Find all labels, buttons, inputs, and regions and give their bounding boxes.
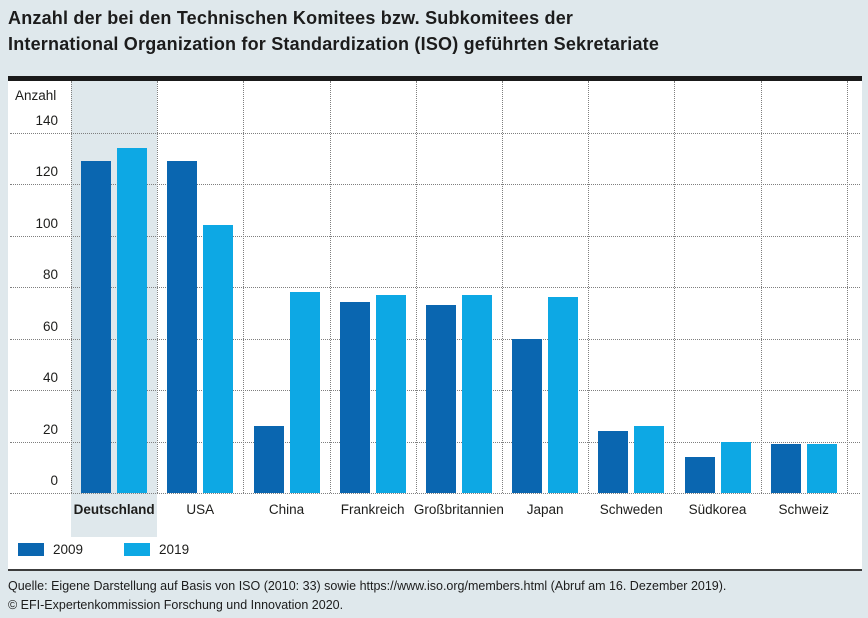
gridline-y-140 [10, 133, 860, 134]
x-axis-label-s-dkorea: Südkorea [688, 502, 747, 517]
gridline-x-3 [330, 81, 331, 493]
y-axis-unit-label: Anzahl [15, 88, 57, 103]
legend-label-2009: 2009 [53, 541, 84, 557]
chart-title-line2: International Organization for Standardization (ISO) geführten Sekretariate [8, 34, 660, 54]
x-axis-label-gro-britannien: Großbritannien [413, 502, 504, 517]
chart-plot-area [8, 81, 862, 570]
y-tick-label-20: 20 [42, 421, 58, 437]
bar-2019-frankreich [376, 295, 406, 493]
source-note: Quelle: Eigene Darstellung auf Basis von ISO (2010: 33) sowie https://www.iso.org/members.html (Abruf am 16. Dezember 2019). [8, 579, 727, 593]
bar-2009-s-dkorea [685, 457, 715, 493]
x-axis-label-schweiz: Schweiz [778, 502, 829, 517]
gridline-x-7 [674, 81, 675, 493]
footer-separator-rule [8, 569, 862, 571]
gridline-x-9 [847, 81, 848, 493]
bar-2019-china [290, 292, 320, 493]
y-tick-label-120: 120 [35, 164, 58, 179]
legend-swatch-2009 [18, 543, 44, 556]
bar-2009-china [254, 426, 284, 493]
gridline-y-0 [10, 493, 860, 494]
y-tick-label-0: 0 [50, 473, 58, 488]
bar-2019-deutschland [117, 148, 147, 493]
gridline-x-2 [243, 81, 244, 493]
bar-2009-schweiz [771, 444, 801, 493]
chart-legend [18, 542, 230, 556]
chart-footer [8, 577, 862, 614]
x-axis-label-usa: USA [186, 502, 215, 517]
chart-title [8, 5, 659, 57]
y-tick-label-100: 100 [35, 215, 58, 231]
bar-2009-gro-britannien [426, 305, 456, 493]
x-axis-label-frankreich: Frankreich [340, 502, 405, 517]
bar-2019-japan [548, 297, 578, 493]
bar-2019-gro-britannien [462, 295, 492, 493]
bar-2009-deutschland [81, 161, 111, 493]
gridline-x-4 [416, 81, 417, 493]
legend-entry-2009 [18, 542, 83, 557]
gridline-x-8 [761, 81, 762, 493]
copyright-note: © EFI-Expertenkommission Forschung und Innovation 2020. [8, 597, 344, 612]
gridline-x-6 [588, 81, 589, 493]
x-axis-label-deutschland: Deutschland [73, 502, 155, 517]
bar-2019-schweden [634, 426, 664, 493]
gridline-x-1 [157, 81, 158, 493]
chart-title-line1: Anzahl der bei den Technischen Komitees bzw. Subkomitees der [8, 8, 574, 28]
gridline-x-0 [71, 81, 72, 493]
legend-swatch-2019 [124, 543, 150, 556]
x-axis-label-schweden: Schweden [599, 502, 663, 517]
bar-2009-usa [167, 161, 197, 493]
bar-2009-schweden [598, 431, 628, 493]
bar-2019-s-dkorea [721, 442, 751, 494]
bar-2009-japan [512, 339, 542, 494]
x-axis-label-china: China [268, 502, 305, 517]
legend-entry-2019 [124, 542, 189, 557]
legend-label-2019: 2019 [159, 541, 190, 557]
y-tick-label-40: 40 [42, 370, 58, 385]
bar-2019-schweiz [807, 444, 837, 493]
y-tick-label-140: 140 [35, 112, 58, 128]
bar-2009-frankreich [340, 302, 370, 493]
y-tick-label-80: 80 [42, 267, 58, 282]
gridline-x-5 [502, 81, 503, 493]
bar-2019-usa [203, 225, 233, 493]
y-tick-label-60: 60 [42, 318, 58, 334]
x-axis-label-japan: Japan [526, 502, 564, 517]
